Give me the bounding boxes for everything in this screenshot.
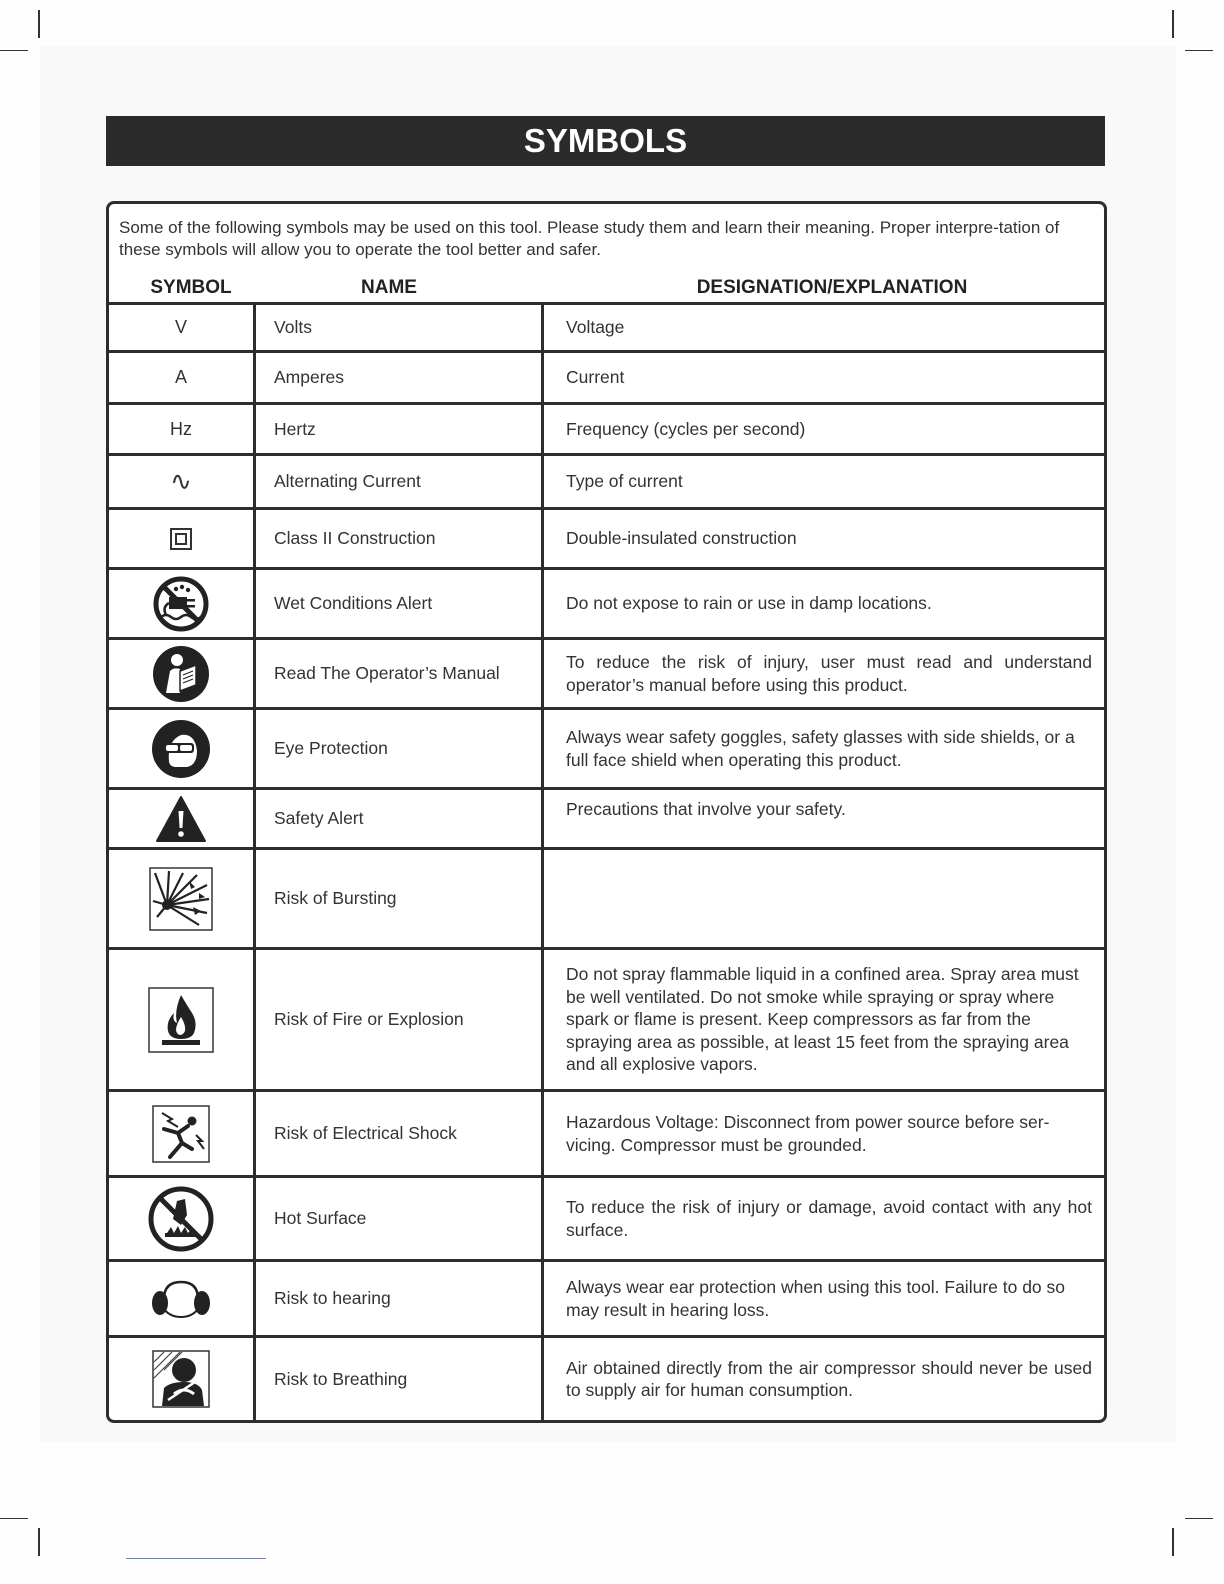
row-name: Risk of Electrical Shock xyxy=(274,1123,457,1143)
row-explanation: Current xyxy=(566,367,625,388)
row-explanation: Frequency (cycles per second) xyxy=(566,418,806,439)
table-row xyxy=(109,1178,1104,1259)
row-explanation xyxy=(566,850,1092,947)
row-explanation: Voltage xyxy=(566,317,625,338)
table-row xyxy=(109,1262,1104,1335)
read-manual-icon xyxy=(152,645,210,703)
crop-mark xyxy=(1185,50,1213,51)
crop-mark xyxy=(38,10,40,38)
symbols-table-box xyxy=(106,201,1107,1423)
table-row xyxy=(109,950,1104,1089)
row-name: Class II Construction xyxy=(274,528,436,548)
row-name: Risk to Breathing xyxy=(274,1368,408,1389)
table-row xyxy=(109,510,1104,567)
row-explanation: Air obtained directly from the air compressor should never be used to supply air for human consumption. xyxy=(566,1357,1092,1400)
crop-mark xyxy=(0,1518,28,1519)
table-row xyxy=(109,456,1104,507)
table-row xyxy=(109,1338,1104,1420)
row-explanation: Precautions that involve your safety. xyxy=(566,799,846,819)
row-explanation: Type of current xyxy=(566,471,683,492)
safety-alert-icon xyxy=(155,795,207,843)
table-row xyxy=(109,353,1104,402)
row-name: Risk of Fire or Explosion xyxy=(274,1009,464,1029)
wet-conditions-icon xyxy=(152,575,210,633)
row-name: Alternating Current xyxy=(274,471,421,491)
row-explanation: To reduce the risk of injury, user must read and understand operator’s manual before using this product. xyxy=(566,652,1092,695)
row-name: Volts xyxy=(274,317,312,337)
row-explanation: Always wear ear protection when using this tool. Failure to do so may result in hearing loss. xyxy=(566,1277,1066,1320)
breathing-icon xyxy=(152,1350,210,1408)
row-explanation: Do not spray flammable liquid in a confined area. Spray area must be well ventilated. Do not smoke while spraying or spray where spark or flame is present. Keep compressors as far from the spraying area as possible, at least 15 feet from the spraying area and all explosive vapors. xyxy=(566,964,1079,1075)
row-explanation: Always wear safety goggles, safety glasses with side shields, or a full face shield when operating this product. xyxy=(566,727,1075,770)
row-explanation: To reduce the risk of injury or damage, avoid contact with any hot surface. xyxy=(566,1197,1092,1240)
row-explanation: Do not expose to rain or use in damp locations. xyxy=(566,593,932,614)
table-row xyxy=(109,790,1104,847)
header-symbol: SYMBOL xyxy=(150,277,232,298)
intro-text: Some of the following symbols may be used on this tool. Please study them and learn their meaning. Proper interpre-tation of these symbols will allow you to operate the tool better and safer. xyxy=(119,218,1060,259)
class-ii-square-icon xyxy=(170,528,192,550)
row-name: Amperes xyxy=(274,367,345,387)
hertz-symbol: Hz xyxy=(170,418,192,439)
hot-surface-icon xyxy=(147,1185,215,1253)
row-name: Risk to hearing xyxy=(274,1288,391,1308)
crop-mark xyxy=(0,50,28,51)
table-row xyxy=(109,640,1104,707)
crop-mark xyxy=(38,1528,40,1556)
row-name: Read The Operator’s Manual xyxy=(274,663,500,683)
ear-protection-icon xyxy=(150,1279,212,1319)
row-explanation: Hazardous Voltage: Disconnect from power source before ser-vicing. Compressor must be grounded. xyxy=(566,1112,1050,1155)
electrical-shock-icon xyxy=(152,1105,210,1163)
page-title: SYMBOLS xyxy=(106,116,1105,166)
table-row xyxy=(109,1092,1104,1175)
table-row xyxy=(109,570,1104,637)
row-name: Safety Alert xyxy=(274,808,364,828)
row-name: Hot Surface xyxy=(274,1208,367,1228)
crop-mark xyxy=(1172,10,1174,38)
row-name: Hertz xyxy=(274,418,316,439)
header-name: NAME xyxy=(361,277,417,298)
fire-icon xyxy=(148,987,214,1053)
row-name: Wet Conditions Alert xyxy=(274,593,433,613)
footer-link-underline xyxy=(126,1558,266,1559)
row-name: Eye Protection xyxy=(274,738,388,758)
row-name: Risk of Bursting xyxy=(274,888,397,908)
alternating-current-symbol: ∿ xyxy=(170,466,192,496)
table-row xyxy=(109,305,1104,350)
bursting-icon xyxy=(149,867,213,931)
table-row xyxy=(109,405,1104,453)
crop-mark xyxy=(1172,1528,1174,1556)
table-row xyxy=(109,850,1104,947)
volts-symbol: V xyxy=(174,317,187,337)
amperes-symbol: A xyxy=(174,367,187,387)
table-row xyxy=(109,710,1104,787)
header-explanation: DESIGNATION/EXPLANATION xyxy=(696,277,968,298)
crop-mark xyxy=(1185,1518,1213,1519)
row-explanation: Double-insulated construction xyxy=(566,528,797,549)
eye-protection-icon xyxy=(151,719,211,779)
